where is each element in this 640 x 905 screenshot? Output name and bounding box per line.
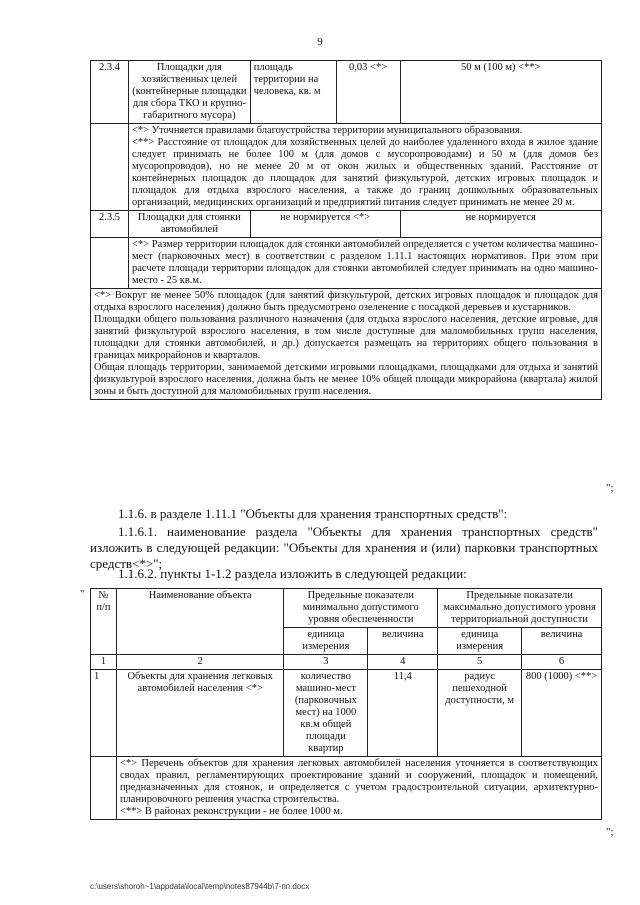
table-row	[91, 670, 602, 757]
col-number: 1	[91, 655, 117, 670]
header-max: Предельные показатели максимально допустимого уровня территориальной доступности	[438, 589, 602, 628]
row-number: 2.3.5	[91, 211, 129, 238]
table-row	[91, 61, 602, 124]
col-number: 6	[522, 655, 602, 670]
object-name: Объекты для хранения легковых автомобилей населения <*>	[116, 670, 283, 757]
note: <*> Вокруг не менее 50% площадок (для занятий физкультурой, детских игровых площадок и площадок для отдыха взрослого населения) должно быть предусмотрено озеленение с посадкой деревьев и кустарников.	[94, 290, 598, 313]
note: <*> Перечень объектов для хранения легковых автомобилей населения уточняется в соответствующих сводах правил, регламентирующих проектирование зданий и сооружений, площадок и помещений, предназначенных для стоянок, и определяется с учетом градостроительной ситуации, архитектурно-планировочного решения участка строительства.	[119, 758, 598, 805]
note: <*> Размер территории площадок для стоянки автомобилей определяется с учетом количества машино-мест (парковочных мест) в соответствии с разделом 1.11.1 настоящих нормативов. При этом при расчете площади территории площадок для стоянки автомобилей следует принимать на одно машино-место - 25 кв.м.	[128, 238, 601, 289]
value: 11,4	[368, 670, 438, 757]
col-number: 2	[116, 655, 283, 670]
paragraph-text: 1.1.6.2. пункты 1-1.2 раздела изложить в следующей редакции:	[118, 566, 467, 581]
col-number: 5	[438, 655, 522, 670]
value: 800 (1000) <**>	[522, 670, 602, 757]
table-header-row	[91, 589, 602, 628]
final-note	[91, 289, 602, 400]
header-unit: единица измерения	[438, 628, 522, 655]
header-unit: единица измерения	[284, 628, 368, 655]
table-playgrounds	[90, 60, 602, 400]
header-name: Наименование объекта	[116, 589, 283, 655]
table-row	[91, 655, 602, 670]
close-quote: ";	[606, 482, 614, 494]
page-number: 9	[317, 36, 323, 48]
distance: 50 м (100 м) <**>	[400, 61, 602, 124]
note-cell	[116, 757, 601, 820]
note-cell	[128, 124, 601, 211]
value: 0,03 <*>	[336, 61, 400, 124]
note: <*> Уточняется правилами благоустройства территории муниципального образования.	[131, 125, 523, 136]
table-row	[91, 211, 602, 238]
unit: радиус пешеходной доступности, м	[438, 670, 522, 757]
header-number: № п/п	[91, 589, 117, 655]
paragraph-1-1-6	[90, 506, 598, 522]
header-min: Предельные показатели минимально допустимого уровня обеспеченности	[284, 589, 438, 628]
paragraph-text: 1.1.6.1. наименование раздела "Объекты для хранения транспортных средств" изложить в следующей редакции: "Объекты для хранения и (или) парковки транспортных средств<*>";	[90, 524, 598, 571]
table-parking	[90, 588, 602, 820]
header-value: величина	[368, 628, 438, 655]
table-row	[91, 757, 602, 820]
col-number: 3	[284, 655, 368, 670]
paragraph-1-1-6-2	[90, 566, 598, 582]
row-number: 2.3.4	[91, 61, 129, 124]
unit: площадь территории на человека, кв. м	[250, 61, 336, 124]
value: не нормируется <*>	[250, 211, 400, 238]
object-name: Площадки для стоянки автомобилей	[128, 211, 250, 238]
table-row	[91, 124, 602, 211]
paragraph-1-1-6-1	[90, 524, 598, 572]
distance: не нормируется	[400, 211, 602, 238]
object-name: Площадки для хозяйственных целей (контейнерные площадки для сбора ТКО и крупно-габаритного мусора)	[128, 61, 250, 124]
note: Общая площадь территории, занимаемой детскими игровыми площадками, площадками для отдыха и занятий физкультурой взрослого населения, должна быть не менее 10% общей площади микрорайона (квартала) жилой зоны и быть доступной для маломобильных групп населения.	[94, 362, 598, 397]
file-path-footer: c:\users\shoroh~1\appdata\local\temp\notes87944b\7-пп.docx	[90, 882, 310, 891]
close-quote: ";	[606, 826, 614, 838]
note: Площадки общего пользования различного назначения (для отдыха взрослого населения, детские игровые, для занятий физкультурой взрослого населения, в том числе доступные для маломобильных групп населения, площадки для стоянки автомобилей, и др.) допускается размещать на территориях общего пользования в границах микрорайонов и кварталов.	[94, 314, 598, 361]
col-number: 4	[368, 655, 438, 670]
note: <**> Расстояние от площадок для хозяйственных целей до наиболее удаленного входа в жилое здание следует принимать не более 100 м (для домов с мусоропроводами) и 50 м (для домов без мусоропроводов), но не менее 20 м от окон жилых и общественных зданий. Расстояние от контейнерных площадок до площадок для занятий физкультурой, детских игровых площадок и площадок для отдыха взрослого населения, а также до границ дошкольных образовательных организаций, медицинских организаций и предприятий питания следует принимать не менее 20 м.	[131, 137, 598, 208]
unit: количество машино-мест (парковочных мест) на 1000 кв.м общей площади квартир	[284, 670, 368, 757]
paragraph-text: 1.1.6. в разделе 1.11.1 "Объекты для хранения транспортных средств":	[118, 506, 508, 521]
open-quote: "	[80, 588, 85, 600]
table-row	[91, 238, 602, 289]
header-value: величина	[522, 628, 602, 655]
table-row	[91, 289, 602, 400]
row-number: 1	[91, 670, 117, 757]
note: <**> В районах реконструкции - не более 1000 м.	[119, 806, 343, 817]
